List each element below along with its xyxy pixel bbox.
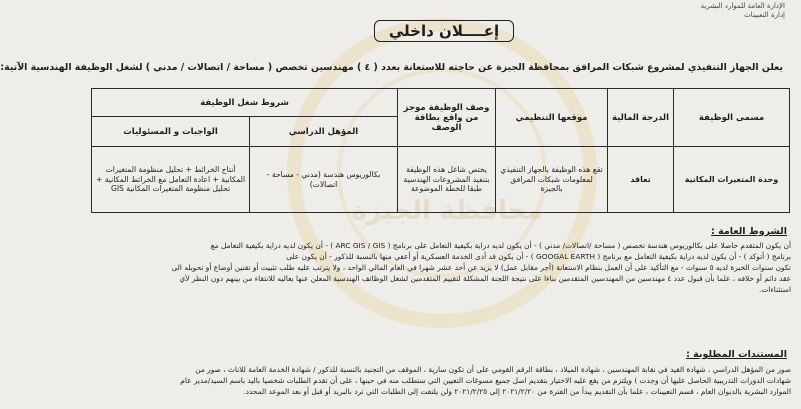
- general-conditions-title: الشروط العامة :: [711, 226, 787, 237]
- header-financial-grade: الدرجة المالية: [608, 89, 674, 147]
- header-duties: الواجبات و المسئوليات: [92, 117, 250, 147]
- seal-watermark-text: محافظة الجيزة: [351, 196, 543, 226]
- cell-financial-grade: تعاقد: [608, 147, 674, 213]
- header-job-name: مسمى الوظيفة: [674, 89, 790, 147]
- cell-qualification: بكالوريوس هندسة (مدني - مساحة - اتصالات): [250, 147, 398, 213]
- required-documents-line: شهادات الدورات التدريبية الحاصل عليها أن وجدت ) ويلتزم من يقع عليه الاختيار بتقديم اصل جميع مسوغات التعيين التي ستطلب منه في حينها ، على أن تقدم الطلبات شخصيا باليد باسم السيد/مدير عام: [180, 376, 791, 385]
- required-documents-line: صور من المؤهل الدراسي ، شهادة القيد في نقابة المهندسين ، شهادة الميلاد ، بطاقة الرقم القومي على أن تكون سارية ، الموقف من التجنيد بالنسبة للذكور / شهادة الخدمة العامة للاناث ، صور من: [195, 365, 791, 374]
- general-conditions-line: تكون سنوات الخبرة لديه ٥ سنوات - مع التأكيد على أن العمل بنظام الاستعانة (أجر مقابل عمل) لا يزيد عن أحد عشر شهرا في العام المالي الواحد ، ولا يترتب عليه طلب تثبيت أو تقنين أوضاع أو تحويله الى: [171, 263, 791, 272]
- announcement-title-text: إعــــلان داخلي: [374, 20, 514, 42]
- header-org-position: موقعها التنظيمي: [496, 89, 608, 147]
- general-conditions-line: برنامج ( أتوكد ) - أن يكون لديه دراية بكيفية التعامل مع برنامج ( GOOGAL EARTH ) - أن يكون قد أدى الخدمة العسكرية أو أعفي منها بالنسبة للذكور - أن يكون على: [286, 252, 791, 261]
- general-conditions-body: [95, 240, 791, 295]
- required-documents-line: الموارد البشرية بالديوان العام ، قسم التعيينات ، علما بأن التقديم يبدأ من الفترة من ٢٠٢١/٢/٢٠ إلى ٢٠٢١/٢/٢٥ ولن يلتفت إلى الطلبات التي ترد بالبريد أو قبل أو بعد الموعد المحدد.: [243, 387, 791, 396]
- required-documents-body: [95, 364, 791, 397]
- cell-duties: أنتاج الخرائط + تحليل منظومة المتغيرات المكانية + اعادة التعامل مع الخرائط المكانية + تحليل منظومة المتغيرات المكانية GIS: [92, 147, 250, 213]
- cell-job-description: يختص شاغل هذه الوظيفة بتنفيذ المشروعات الهندسية طبقا للخطة الموضوعة: [398, 147, 496, 213]
- general-conditions-line: أن يكون المتقدم حاصلا على بكالوريوس هندسة تخصص ( مساحة /اتصالات/ مدني ) - أن يكون لديه دراية بكيفية التعامل على برنامج ( ARC GIS / GIS ) - أن يكون لديه دراية بكيفية التعامل مع: [210, 241, 791, 250]
- header-job-description: وصف الوظيفة موجز من واقع بطاقة الوصف: [398, 89, 496, 147]
- cell-org-position: تقع هذه الوظيفة بالجهاز التنفيذي لمعلومات شبكات المرافق بالجيزة: [496, 147, 608, 213]
- cell-job-name: وحدة المتغيرات المكانية: [674, 147, 790, 213]
- org-header: [701, 2, 785, 20]
- general-conditions-line: استثناءات.: [758, 285, 791, 294]
- announcement-title: [87, 20, 801, 42]
- header-conditions: شروط شغل الوظيفة: [92, 89, 398, 117]
- intro-paragraph: يعلن الجهاز التنفيذي لمشروع شبكات المرافق بمحافظة الجيزة عن حاجته للاستعانة بعدد ( ٤ ) مهندسين تخصص ( مساحة / اتصالات / مدني ) لشغل الوظيفة الهندسية الآتية:: [0, 62, 783, 73]
- org-header-line2: إدارة التعيينات: [744, 11, 785, 19]
- required-documents-title: المستندات المطلوبة :: [686, 349, 787, 360]
- org-header-line1: الإدارة العامة للموارد البشرية: [700, 2, 785, 10]
- jobs-table: [91, 88, 790, 213]
- header-qualification: المؤهل الدراسي: [250, 117, 398, 147]
- general-conditions-line: عقد دائم أو خلافه ، علما بأن قبول عدد ٤ مهندسين من المهندسين المتقدمين بناءا على نتيجة اللجنة المشكلة لتقييم المتقدمين لشغل الوظائف الهندسية المعلن عنها بعاليه للانتقاء من بينهم دون النظر لأي: [179, 274, 791, 283]
